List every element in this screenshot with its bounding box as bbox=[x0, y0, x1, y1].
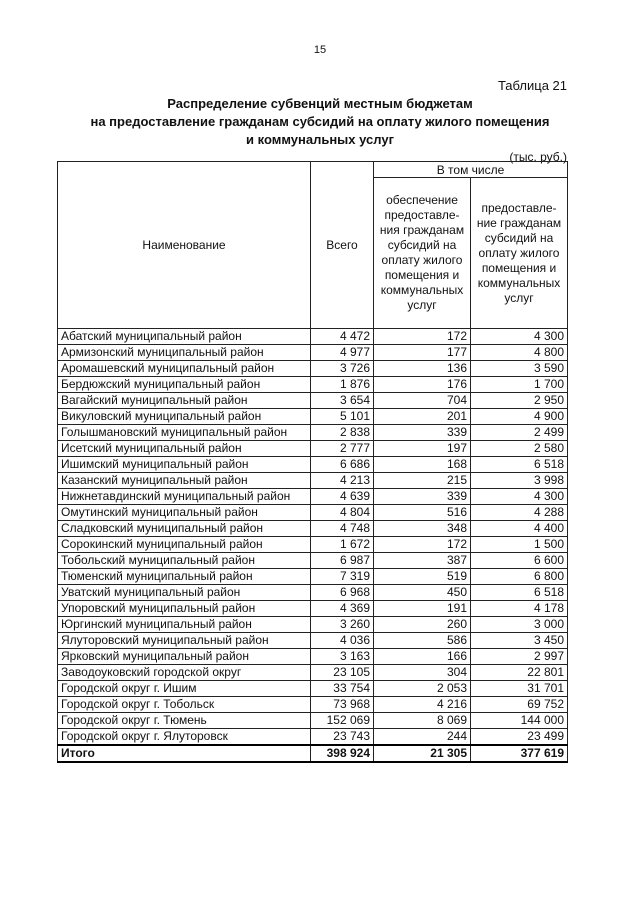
row-col3-cell: 136 bbox=[374, 361, 471, 377]
row-name-cell: Бердюжский муниципальный район bbox=[58, 377, 311, 393]
header-total: Всего bbox=[311, 162, 374, 329]
total-row bbox=[58, 745, 568, 762]
row-col3-cell: 197 bbox=[374, 441, 471, 457]
row-total-cell: 152 069 bbox=[311, 713, 374, 729]
row-name-cell: Аромашевский муниципальный район bbox=[58, 361, 311, 377]
row-name-cell: Сорокинский муниципальный район bbox=[58, 537, 311, 553]
row-total-cell: 7 319 bbox=[311, 569, 374, 585]
row-total-cell: 4 804 bbox=[311, 505, 374, 521]
row-name-cell: Исетский муниципальный район bbox=[58, 441, 311, 457]
row-col3-cell: 244 bbox=[374, 729, 471, 746]
row-total-cell: 23 743 bbox=[311, 729, 374, 746]
table-row bbox=[58, 729, 568, 746]
row-col3-cell: 215 bbox=[374, 473, 471, 489]
row-col3-cell: 168 bbox=[374, 457, 471, 473]
row-col3-cell: 339 bbox=[374, 489, 471, 505]
header-name: Наименование bbox=[58, 162, 311, 329]
table-row bbox=[58, 489, 568, 505]
row-col4-cell: 1 500 bbox=[471, 537, 568, 553]
table-row bbox=[58, 649, 568, 665]
row-col4-cell: 6 800 bbox=[471, 569, 568, 585]
row-col3-cell: 201 bbox=[374, 409, 471, 425]
row-col4-cell: 69 752 bbox=[471, 697, 568, 713]
row-total-cell: 6 686 bbox=[311, 457, 374, 473]
row-total-cell: 3 163 bbox=[311, 649, 374, 665]
row-name-cell: Уватский муниципальный район bbox=[58, 585, 311, 601]
header-col3: обеспечение предоставле-ния гражданам субсидий на оплату жилого помещения и коммунальных услуг bbox=[374, 178, 471, 329]
row-name-cell: Тюменский муниципальный район bbox=[58, 569, 311, 585]
row-name-cell: Городской округ г. Тобольск bbox=[58, 697, 311, 713]
table-row bbox=[58, 425, 568, 441]
table-row bbox=[58, 329, 568, 345]
total-total-cell: 398 924 bbox=[311, 745, 374, 762]
table-row bbox=[58, 393, 568, 409]
table-row bbox=[58, 345, 568, 361]
row-col3-cell: 172 bbox=[374, 537, 471, 553]
row-name-cell: Голышмановский муниципальный район bbox=[58, 425, 311, 441]
row-col4-cell: 4 288 bbox=[471, 505, 568, 521]
row-col4-cell: 2 580 bbox=[471, 441, 568, 457]
unit-label: (тыс. руб.) bbox=[509, 150, 567, 164]
table-row bbox=[58, 361, 568, 377]
page-number: 15 bbox=[313, 44, 327, 56]
row-name-cell: Юргинский муниципальный район bbox=[58, 617, 311, 633]
total-col4-cell: 377 619 bbox=[471, 745, 568, 762]
row-name-cell: Упоровский муниципальный район bbox=[58, 601, 311, 617]
row-col4-cell: 31 701 bbox=[471, 681, 568, 697]
table-row bbox=[58, 457, 568, 473]
table-row bbox=[58, 569, 568, 585]
row-name-cell: Городской округ г. Тюмень bbox=[58, 713, 311, 729]
row-total-cell: 3 654 bbox=[311, 393, 374, 409]
row-name-cell: Вагайский муниципальный район bbox=[58, 393, 311, 409]
row-col3-cell: 348 bbox=[374, 521, 471, 537]
row-name-cell: Ишимский муниципальный район bbox=[58, 457, 311, 473]
row-col4-cell: 4 400 bbox=[471, 521, 568, 537]
table-row bbox=[58, 697, 568, 713]
row-col3-cell: 4 216 bbox=[374, 697, 471, 713]
table-body bbox=[58, 329, 568, 763]
row-total-cell: 4 213 bbox=[311, 473, 374, 489]
table-row bbox=[58, 665, 568, 681]
row-total-cell: 1 876 bbox=[311, 377, 374, 393]
row-col3-cell: 166 bbox=[374, 649, 471, 665]
row-name-cell: Викуловский муниципальный район bbox=[58, 409, 311, 425]
row-col3-cell: 260 bbox=[374, 617, 471, 633]
row-total-cell: 23 105 bbox=[311, 665, 374, 681]
row-col3-cell: 450 bbox=[374, 585, 471, 601]
row-col3-cell: 519 bbox=[374, 569, 471, 585]
row-col3-cell: 191 bbox=[374, 601, 471, 617]
row-total-cell: 2 777 bbox=[311, 441, 374, 457]
row-col4-cell: 4 900 bbox=[471, 409, 568, 425]
total-name-cell: Итого bbox=[58, 745, 311, 762]
row-total-cell: 1 672 bbox=[311, 537, 374, 553]
row-col4-cell: 4 300 bbox=[471, 329, 568, 345]
title-line-2: на предоставление гражданам субсидий на оплату жилого помещения bbox=[90, 114, 550, 129]
table-row bbox=[58, 633, 568, 649]
row-total-cell: 4 639 bbox=[311, 489, 374, 505]
table-row bbox=[58, 505, 568, 521]
table-row bbox=[58, 713, 568, 729]
row-col3-cell: 516 bbox=[374, 505, 471, 521]
row-name-cell: Казанский муниципальный район bbox=[58, 473, 311, 489]
row-total-cell: 5 101 bbox=[311, 409, 374, 425]
header-group: В том числе bbox=[374, 162, 568, 178]
table-row bbox=[58, 601, 568, 617]
row-col3-cell: 586 bbox=[374, 633, 471, 649]
table-row bbox=[58, 521, 568, 537]
row-col4-cell: 3 000 bbox=[471, 617, 568, 633]
row-name-cell: Армизонский муниципальный район bbox=[58, 345, 311, 361]
row-total-cell: 33 754 bbox=[311, 681, 374, 697]
row-name-cell: Заводоуковский городской округ bbox=[58, 665, 311, 681]
row-col3-cell: 8 069 bbox=[374, 713, 471, 729]
row-col4-cell: 2 950 bbox=[471, 393, 568, 409]
row-col4-cell: 144 000 bbox=[471, 713, 568, 729]
row-name-cell: Нижнетавдинский муниципальный район bbox=[58, 489, 311, 505]
row-total-cell: 3 726 bbox=[311, 361, 374, 377]
row-col3-cell: 339 bbox=[374, 425, 471, 441]
row-col3-cell: 2 053 bbox=[374, 681, 471, 697]
row-col3-cell: 172 bbox=[374, 329, 471, 345]
subsidy-table bbox=[57, 161, 568, 763]
row-total-cell: 2 838 bbox=[311, 425, 374, 441]
table-row bbox=[58, 441, 568, 457]
row-col4-cell: 4 300 bbox=[471, 489, 568, 505]
row-total-cell: 73 968 bbox=[311, 697, 374, 713]
row-total-cell: 3 260 bbox=[311, 617, 374, 633]
row-col3-cell: 177 bbox=[374, 345, 471, 361]
row-name-cell: Ярковский муниципальный район bbox=[58, 649, 311, 665]
table-title bbox=[40, 95, 600, 149]
row-col4-cell: 6 518 bbox=[471, 457, 568, 473]
row-col3-cell: 304 bbox=[374, 665, 471, 681]
row-name-cell: Ялуторовский муниципальный район bbox=[58, 633, 311, 649]
row-total-cell: 6 987 bbox=[311, 553, 374, 569]
row-name-cell: Городской округ г. Ялуторовск bbox=[58, 729, 311, 746]
row-col4-cell: 6 600 bbox=[471, 553, 568, 569]
title-line-3: и коммунальных услуг bbox=[246, 132, 394, 147]
table-row bbox=[58, 473, 568, 489]
table-row bbox=[58, 617, 568, 633]
row-name-cell: Омутинский муниципальный район bbox=[58, 505, 311, 521]
row-col4-cell: 4 178 bbox=[471, 601, 568, 617]
row-col3-cell: 704 bbox=[374, 393, 471, 409]
row-col4-cell: 1 700 bbox=[471, 377, 568, 393]
table-label: Таблица 21 bbox=[497, 78, 567, 93]
table-row bbox=[58, 681, 568, 697]
row-col4-cell: 22 801 bbox=[471, 665, 568, 681]
row-total-cell: 4 472 bbox=[311, 329, 374, 345]
row-col4-cell: 3 450 bbox=[471, 633, 568, 649]
header-col4: предоставле-ние гражданам субсидий на оплату жилого помещения и коммунальных услуг bbox=[471, 178, 568, 329]
row-col4-cell: 4 800 bbox=[471, 345, 568, 361]
row-col4-cell: 6 518 bbox=[471, 585, 568, 601]
total-col3-cell: 21 305 bbox=[374, 745, 471, 762]
table-row bbox=[58, 537, 568, 553]
row-name-cell: Абатский муниципальный район bbox=[58, 329, 311, 345]
table-row bbox=[58, 377, 568, 393]
title-line-1: Распределение субвенций местным бюджетам bbox=[167, 96, 473, 111]
table-row bbox=[58, 553, 568, 569]
row-col3-cell: 176 bbox=[374, 377, 471, 393]
row-col3-cell: 387 bbox=[374, 553, 471, 569]
row-col4-cell: 3 590 bbox=[471, 361, 568, 377]
row-total-cell: 4 369 bbox=[311, 601, 374, 617]
row-name-cell: Городской округ г. Ишим bbox=[58, 681, 311, 697]
row-name-cell: Тобольский муниципальный район bbox=[58, 553, 311, 569]
row-total-cell: 4 748 bbox=[311, 521, 374, 537]
row-total-cell: 6 968 bbox=[311, 585, 374, 601]
row-col4-cell: 2 997 bbox=[471, 649, 568, 665]
row-total-cell: 4 977 bbox=[311, 345, 374, 361]
table-row bbox=[58, 409, 568, 425]
row-col4-cell: 3 998 bbox=[471, 473, 568, 489]
row-total-cell: 4 036 bbox=[311, 633, 374, 649]
table-row bbox=[58, 585, 568, 601]
row-name-cell: Сладковский муниципальный район bbox=[58, 521, 311, 537]
row-col4-cell: 2 499 bbox=[471, 425, 568, 441]
row-col4-cell: 23 499 bbox=[471, 729, 568, 746]
